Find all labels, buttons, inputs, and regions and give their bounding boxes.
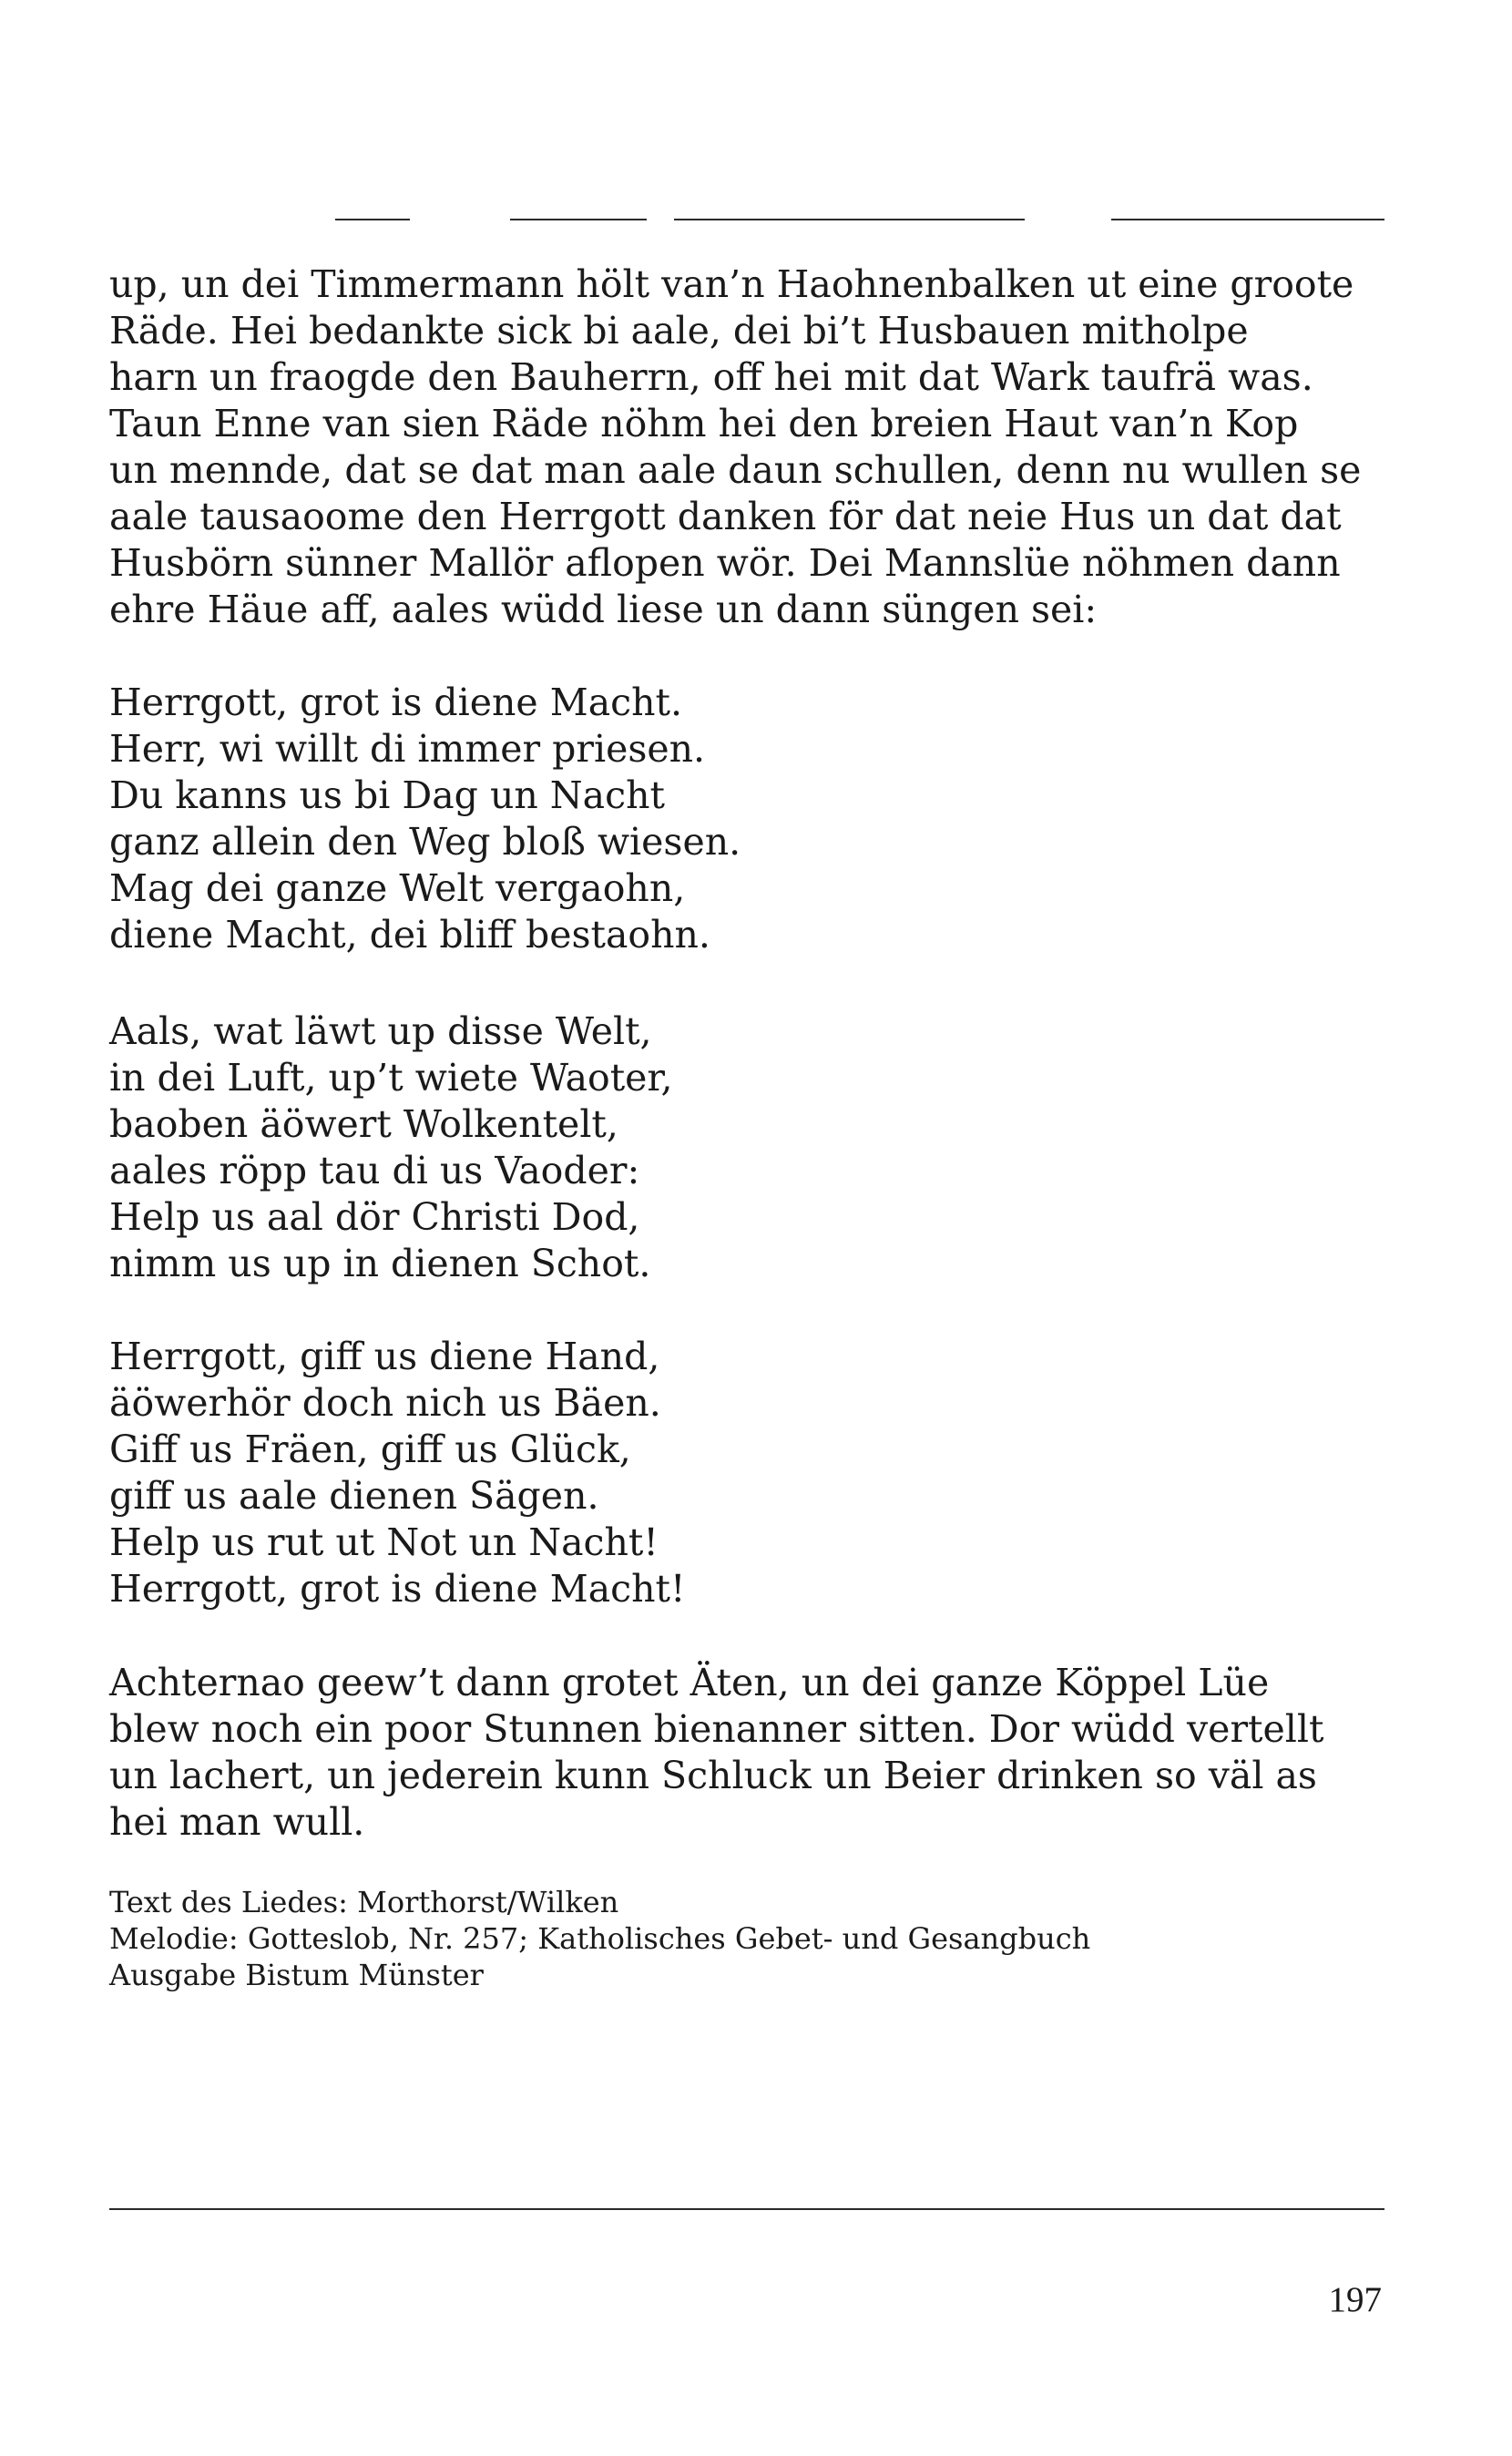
header-rule (335, 219, 410, 220)
verse-line: Herrgott, grot is diene Macht! (109, 1567, 686, 1611)
text-line: Husbörn sünner Mallör aflopen wör. Dei Mannslüe nöhmen dann (109, 541, 1341, 585)
body-paragraph (109, 1660, 1403, 1846)
song-stanza (109, 1008, 1403, 1287)
verse-line: nimm us up in dienen Schot. (109, 1242, 651, 1285)
song-credits (109, 1884, 1090, 1993)
text-line: Räde. Hei bedankte sick bi aale, dei bi’t Husbauen mitholpe (109, 309, 1249, 353)
verse-line: baoben äöwert Wolkentelt, (109, 1102, 618, 1146)
text-line: up, un dei Timmermann hölt van’n Haohnenbalken ut eine groote (109, 262, 1354, 306)
verse-line: äöwerhör doch nich us Bäen. (109, 1381, 661, 1425)
page-number: 197 (1328, 2280, 1382, 2319)
verse-line: Herrgott, grot is diene Macht. (109, 681, 683, 724)
song-stanza (109, 680, 1403, 958)
verse-line: Help us rut ut Not un Nacht! (109, 1520, 659, 1564)
verse-line: Du kanns us bi Dag un Nacht (109, 773, 665, 817)
credit-line: Text des Liedes: Morthorst/Wilken (109, 1885, 619, 1919)
header-rule (1111, 219, 1384, 220)
header-rule (674, 219, 1025, 220)
verse-line: Help us aal dör Christi Dod, (109, 1195, 640, 1239)
verse-line: Mag dei ganze Welt vergaohn, (109, 866, 686, 910)
text-line: Taun Enne van sien Räde nöhm hei den breien Haut van’n Kop (109, 402, 1299, 445)
text-line: aale tausaoome den Herrgott danken för dat neie Hus un dat dat (109, 495, 1342, 538)
credit-line: Melodie: Gotteslob, Nr. 257; Katholisches Gebet- und Gesangbuch (109, 1921, 1091, 1956)
text-line: blew noch ein poor Stunnen bienanner sitten. Dor wüdd vertellt (109, 1707, 1324, 1751)
verse-line: giff us aale dienen Sägen. (109, 1474, 599, 1518)
verse-line: ganz allein den Weg bloß wiesen. (109, 820, 741, 864)
text-line: ehre Häue aff, aales wüdd liese un dann süngen sei: (109, 588, 1098, 631)
verse-line: diene Macht, dei bliff bestaohn. (109, 913, 710, 957)
header-rule (510, 219, 647, 220)
body-paragraph (109, 261, 1403, 633)
text-line: un lachert, un jederein kunn Schluck un Beier drinken so väl as (109, 1754, 1317, 1797)
verse-line: Herrgott, giff us diene Hand, (109, 1335, 660, 1378)
credit-line: Ausgabe Bistum Münster (109, 1958, 484, 1992)
text-line: Achternao geew’t dann grotet Äten, un dei ganze Köppel Lüe (109, 1661, 1270, 1704)
text-line: hei man wull. (109, 1800, 365, 1844)
verse-line: in dei Luft, up’t wiete Waoter, (109, 1056, 673, 1100)
verse-line: Herr, wi willt di immer priesen. (109, 727, 706, 771)
text-line: harn un fraogde den Bauherrn, off hei mit dat Wark taufrä was. (109, 355, 1313, 399)
verse-line: aales röpp tau di us Vaoder: (109, 1149, 640, 1192)
verse-line: Giff us Fräen, giff us Glück, (109, 1428, 631, 1471)
verse-line: Aals, wat läwt up disse Welt, (109, 1009, 652, 1053)
footer-rule (109, 2208, 1384, 2210)
song-stanza (109, 1334, 1403, 1612)
text-line: un mennde, dat se dat man aale daun schullen, denn nu wullen se (109, 448, 1362, 492)
